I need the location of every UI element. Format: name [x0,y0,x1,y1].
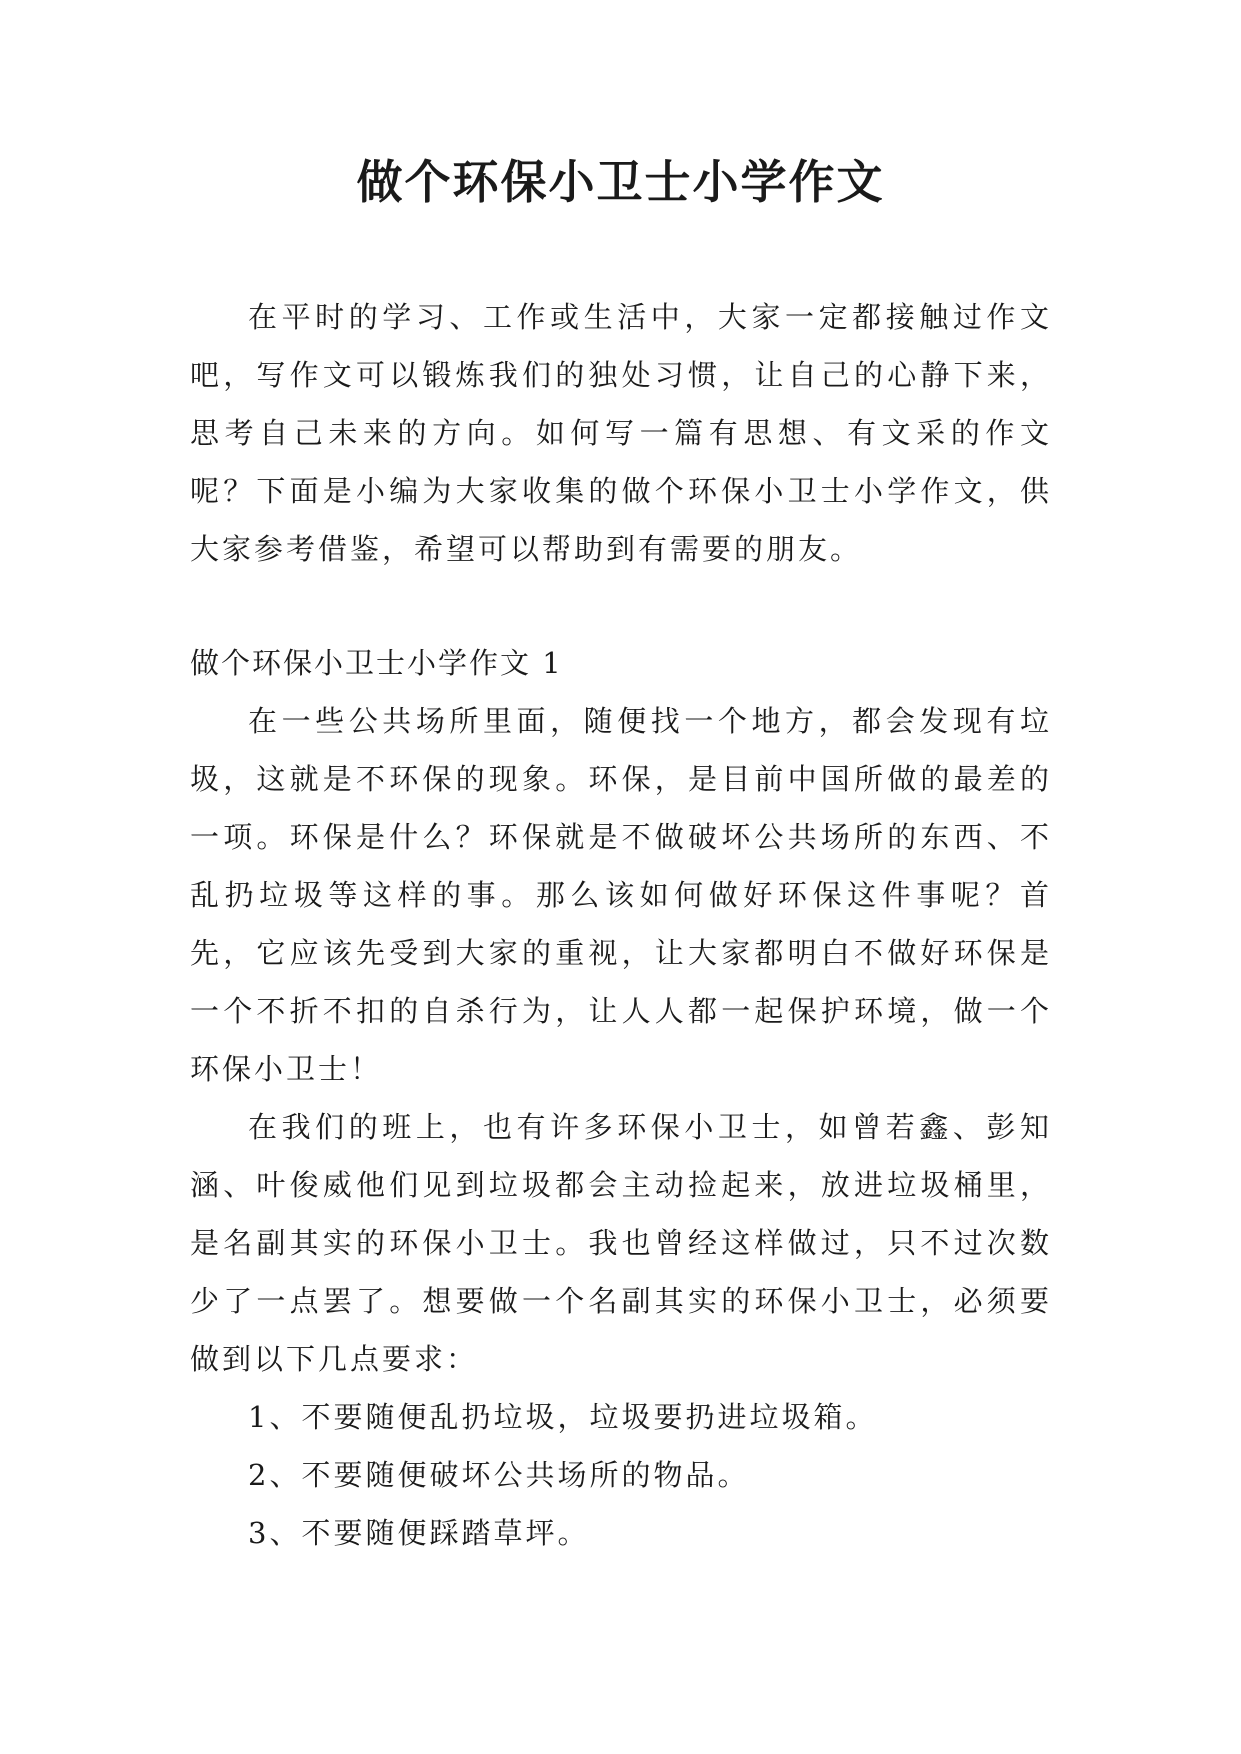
document-title: 做个环保小卫士小学作文 [356,155,885,209]
list-item-3: 3、不要随便踩踏草坪。 [248,1516,590,1550]
list-item-2: 2、不要随便破坏公共场所的物品。 [248,1458,750,1492]
intro-section [190,288,1052,578]
list-item-1: 1、不要随便乱扔垃圾，垃圾要扔进垃圾箱。 [248,1400,878,1434]
intro-paragraph: 在平时的学习、工作或生活中，大家一定都接触过作文吧，写作文可以锻炼我们的独处习惯，让自己的心静下来，思考自己未来的方向。如何写一篇有思想、有文采的作文呢？下面是小编为大家收集的做个环保小卫士小学作文，供大家参考借鉴，希望可以帮助到有需要的朋友。 [190,300,1052,566]
essay-body [190,692,1052,1562]
essay-paragraph-2: 在我们的班上，也有许多环保小卫士，如曾若鑫、彭知涵、叶俊威他们见到垃圾都会主动捡起来，放进垃圾桶里，是名副其实的环保小卫士。我也曾经这样做过，只不过次数少了一点罢了。想要做一个名副其实的环保小卫士，必须要做到以下几点要求： [190,1110,1052,1376]
section-heading: 做个环保小卫士小学作文 1 [190,646,563,680]
essay-paragraph-1: 在一些公共场所里面，随便找一个地方，都会发现有垃圾，这就是不环保的现象。环保，是目前中国所做的最差的一项。环保是什么？环保就是不做破坏公共场所的东西、不乱扔垃圾等这样的事。那么该如何做好环保这件事呢？首先，它应该先受到大家的重视，让大家都明白不做好环保是一个不折不扣的自杀行为，让人人都一起保护环境，做一个环保小卫士！ [190,704,1052,1086]
